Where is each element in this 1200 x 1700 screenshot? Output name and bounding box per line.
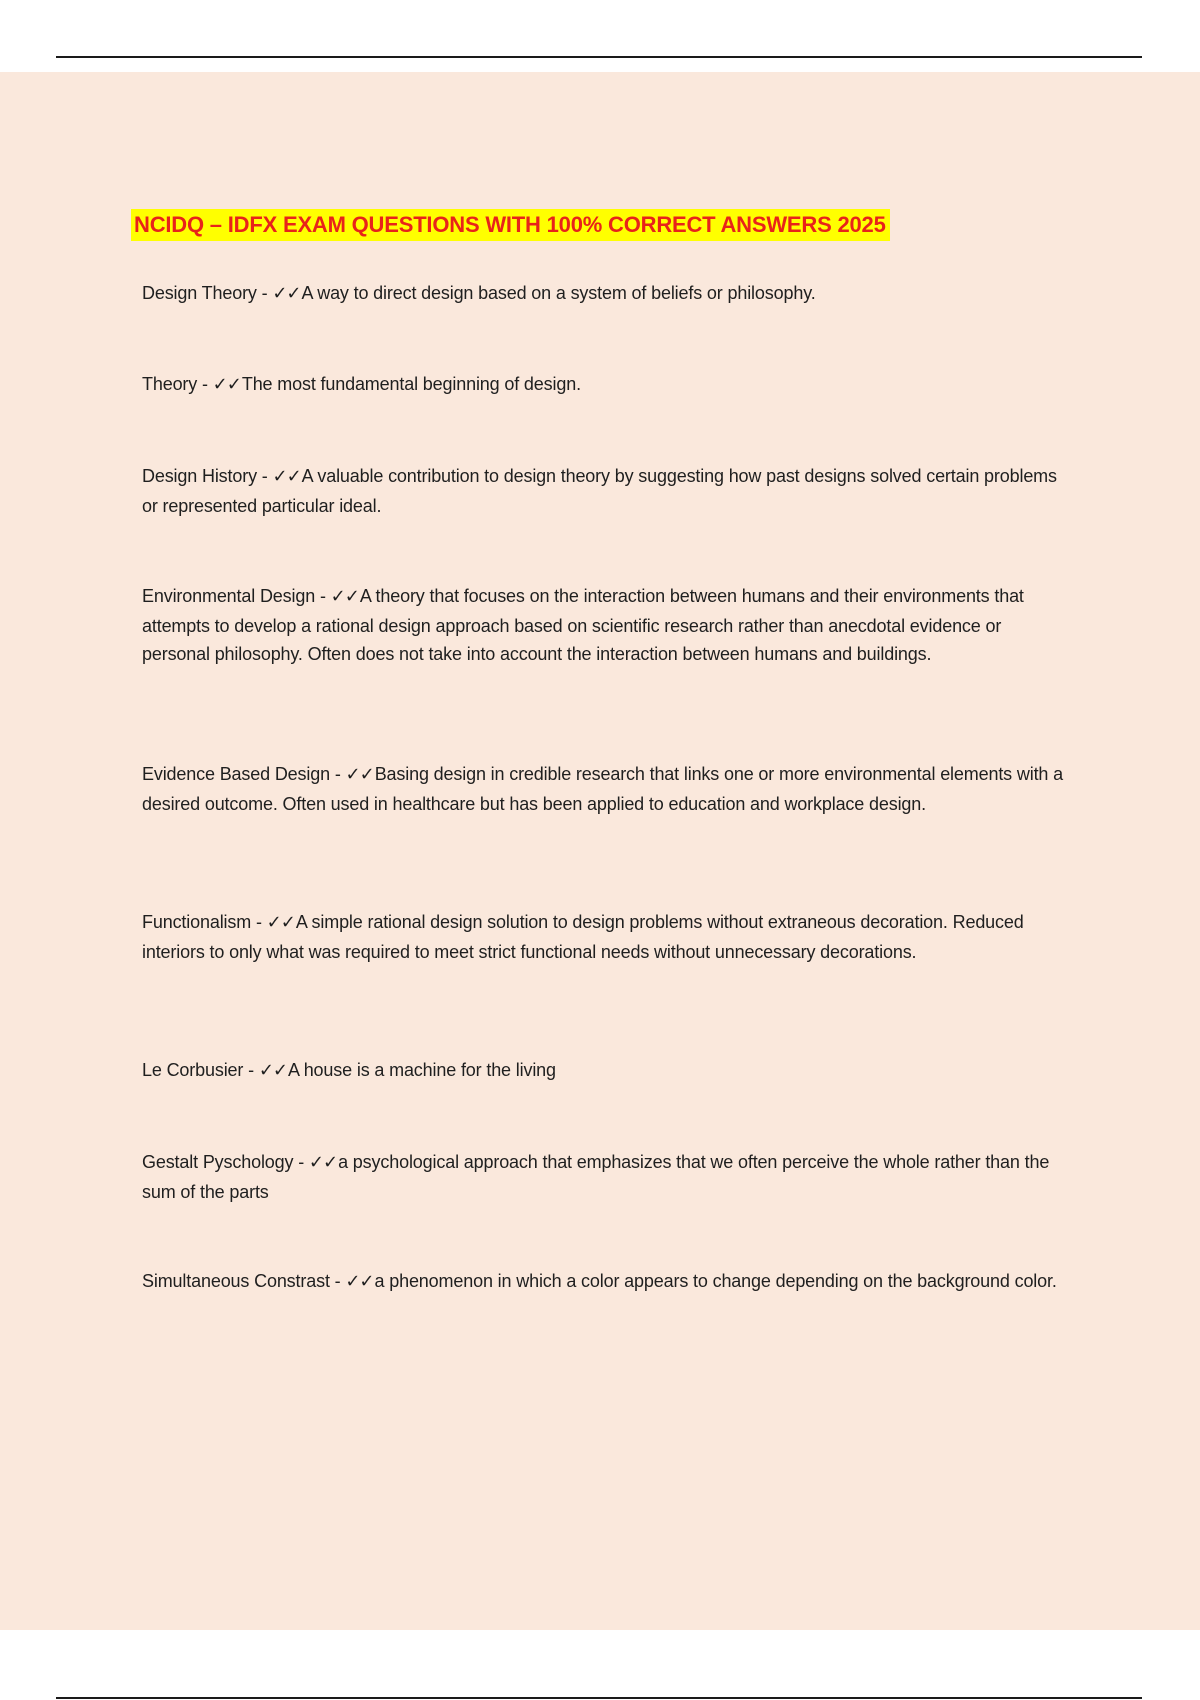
entry-definition: A house is a machine for the living [287,1060,556,1080]
entry-separator: - [329,764,346,784]
document-title: NCIDQ – IDFX EXAM QUESTIONS WITH 100% CORRECT ANSWERS 2025 [131,209,890,241]
entry-definition: a psychological approach that emphasizes that we often perceive the whole rather than the sum of the parts [142,1152,1050,1202]
entry-term: Environmental Design [142,586,316,606]
entry-design-theory [142,279,1072,309]
entry-separator: - [315,586,331,606]
entry-term: Le Corbusier [142,1060,244,1080]
entry-term: Design History [142,466,257,486]
double-checkmark-icon: ✓✓ [258,1060,287,1081]
entry-separator: - [329,1271,346,1291]
entry-definition: a phenomenon in which a color appears to change depending on the background color. [374,1271,1057,1291]
double-checkmark-icon: ✓✓ [345,1271,374,1292]
entry-le-corbusier [142,1056,1072,1086]
entry-evidence-based-design [142,760,1072,818]
entry-separator: - [256,466,273,486]
entry-definition: Basing design in credible research that links one or more environmental elements with a desired outcome. Often used in healthcare but has been applied to education and workplace design. [142,764,1064,814]
double-checkmark-icon: ✓✓ [330,586,359,607]
entry-definition: A theory that focuses on the interaction between humans and their environments that attempts to develop a rational design approach based on scientific research rather than anecdotal evidence or personal philosophy. Often does not take into account the interaction between humans and buildings. [142,586,1024,664]
double-checkmark-icon: ✓✓ [272,283,301,304]
entry-theory [142,370,1072,400]
footer-rule [56,1697,1142,1699]
entry-term: Functionalism [142,912,252,932]
entry-definition: A valuable contribution to design theory by suggesting how past designs solved certain problems or represented particular ideal. [142,466,1057,516]
entry-separator: - [251,912,267,932]
entry-environmental-design [142,582,1072,669]
entry-separator: - [256,283,273,303]
double-checkmark-icon: ✓✓ [272,466,301,487]
entry-separator: - [197,374,213,394]
entry-design-history [142,462,1072,520]
entry-definition: A simple rational design solution to design problems without extraneous decoration. Reduced interiors to only what was required to meet strict functional needs without unnecessary decorations. [142,912,1024,962]
entry-term: Theory [142,374,198,394]
double-checkmark-icon: ✓✓ [308,1152,338,1173]
entry-term: Gestalt Pyschology [142,1152,294,1172]
entry-term: Evidence Based Design [142,764,330,784]
double-checkmark-icon: ✓✓ [266,912,295,933]
entry-functionalism [142,908,1072,966]
entry-term: Design Theory [142,283,257,303]
header-rule [56,56,1142,58]
double-checkmark-icon: ✓✓ [212,374,241,395]
entry-separator: - [243,1060,259,1080]
entry-simultaneous-contrast [142,1267,1072,1297]
entry-separator: - [293,1152,309,1172]
entry-definition: The most fundamental beginning of design. [241,374,581,394]
entry-term: Simultaneous Constrast [142,1271,330,1291]
double-checkmark-icon: ✓✓ [345,764,374,785]
entry-definition: A way to direct design based on a system of beliefs or philosophy. [301,283,816,303]
entry-gestalt-psychology [142,1148,1072,1206]
